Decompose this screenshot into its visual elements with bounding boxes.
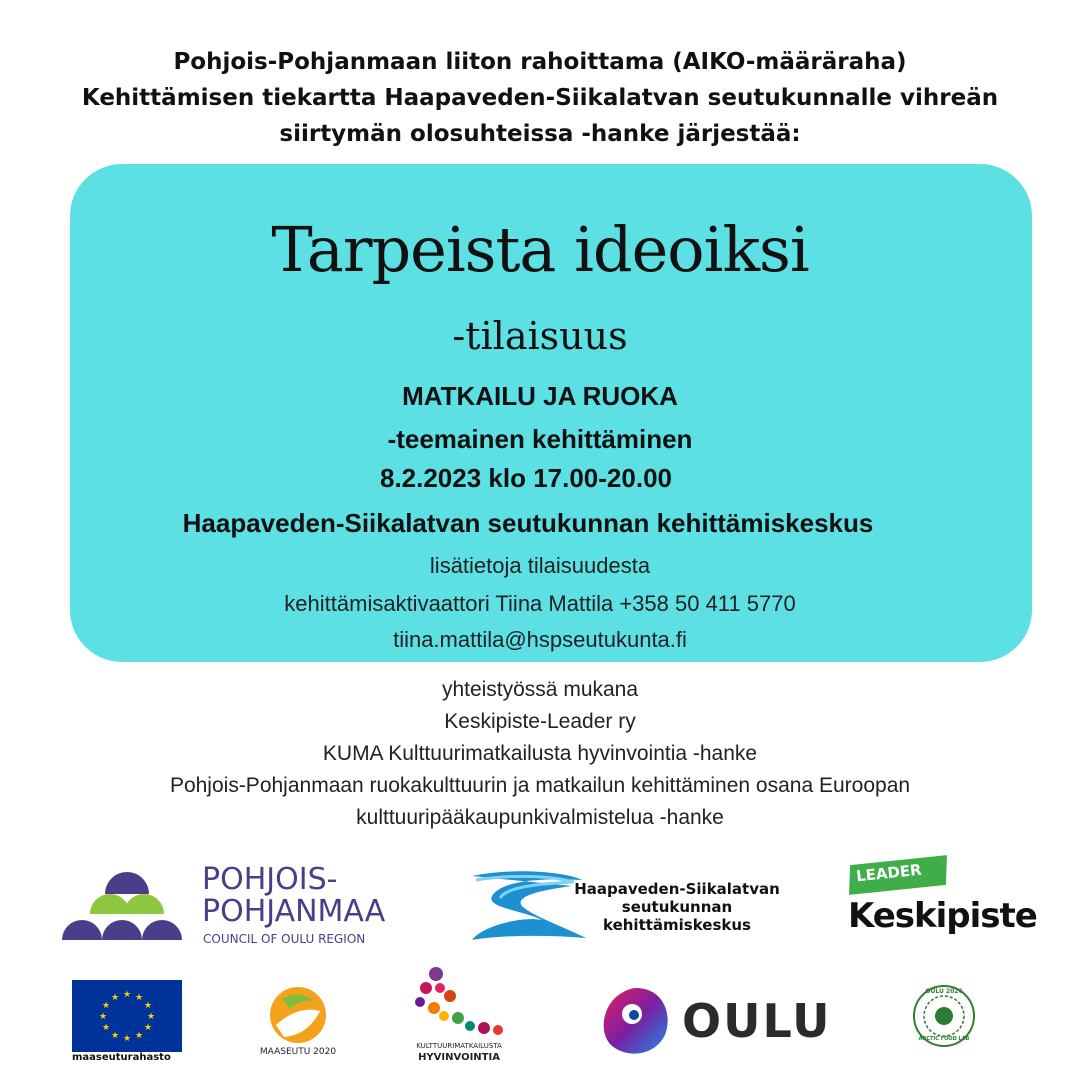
hsp-line3: kehittämiskeskus (603, 916, 751, 934)
leader-keskipiste-logo (848, 858, 1048, 948)
maaseutu-caption: MAASEUTU 2020 (259, 1047, 337, 1057)
svg-text:★: ★ (122, 1034, 132, 1044)
keskipiste-wordmark: Keskipiste (848, 896, 1037, 936)
contact-line: kehittämisaktivaattori Tiina Mattila +358 50 411 5770 (284, 591, 796, 616)
seal-bottom-text: ARCTIC FOOD LAB (918, 1036, 970, 1042)
svg-text:★: ★ (134, 993, 144, 1003)
arctic-food-lab-logo (912, 984, 976, 1048)
partner-item: KUMA Kulttuurimatkailusta hyvinvointia -hanke (322, 742, 758, 765)
pohjois-line2: POHJANMAA (202, 894, 386, 929)
seal-top-text: OULU 2026 (925, 988, 963, 995)
kuma-bubbles-icon (404, 966, 514, 1040)
event-location: Haapaveden-Siikalatvan seutukunnan kehittämiskeskus (182, 508, 874, 538)
event-subtitle: -tilaisuus (452, 314, 628, 358)
svg-text:★: ★ (110, 993, 120, 1003)
maaseutu-2020-logo (258, 985, 338, 1060)
organizer-header (0, 44, 1080, 152)
header-line-3: siirtymän olosuhteissa -hanke järjestää: (279, 121, 801, 147)
pohjois-line1: POHJOIS- (202, 862, 338, 897)
pohjois-pohjanmaa-emblem-icon (60, 862, 190, 952)
svg-text:★: ★ (143, 1001, 153, 1011)
partner-item: kulttuuripääkaupunkivalmistelua -hanke (356, 806, 724, 829)
hsp-logo (462, 866, 792, 946)
header-line-2: Kehittämisen tiekartta Haapaveden-Siikalatvan seutukunnalle vihreän (81, 85, 999, 111)
svg-text:★: ★ (122, 990, 132, 1000)
eu-caption: maaseuturahasto (72, 1052, 171, 1063)
svg-text:★: ★ (110, 1031, 120, 1041)
kuma-line1: KULTTUURIMATKAILUSTA (416, 1042, 502, 1050)
kuma-logo (404, 966, 514, 1070)
event-datetime: 8.2.2023 klo 17.00-20.00 (379, 463, 672, 493)
svg-text:★: ★ (143, 1023, 153, 1033)
oulu-wordmark: OULU (682, 994, 832, 1048)
eu-maaseuturahasto-logo (72, 980, 184, 1070)
svg-text:★: ★ (134, 1031, 144, 1041)
partners-intro: yhteistyössä mukana (441, 678, 639, 701)
event-theme-suffix: -teemainen kehittäminen (387, 424, 693, 454)
oulu-swirl-icon (596, 982, 676, 1062)
event-theme: MATKAILU JA RUOKA (402, 381, 678, 411)
svg-text:★: ★ (146, 1012, 156, 1022)
hsp-line1: Haapaveden-Siikalatvan (574, 880, 780, 898)
contact-email[interactable]: tiina.mattila@hspseutukunta.fi (393, 627, 687, 652)
svg-text:★: ★ (98, 1012, 108, 1022)
kuma-line2: HYVINVOINTIA (418, 1052, 500, 1063)
info-label: lisätietoja tilaisuudesta (429, 553, 651, 578)
partners-block (0, 674, 1080, 834)
header-line-1: Pohjois-Pohjanmaan liiton rahoittama (AIKO-määräraha) (173, 49, 907, 75)
pohjois-pohjanmaa-logo (60, 862, 400, 952)
partner-item: Keskipiste-Leader ry (444, 710, 636, 733)
oulu-logo (596, 982, 836, 1062)
pohjois-subtitle: COUNCIL OF OULU REGION (203, 932, 366, 946)
maaseutu-emblem-icon (268, 985, 328, 1045)
leader-badge-label: LEADER (855, 860, 923, 886)
svg-text:★: ★ (101, 1001, 111, 1011)
partner-item: Pohjois-Pohjanmaan ruokakulttuurin ja matkailun kehittäminen osana Euroopan (169, 774, 911, 797)
svg-text:★: ★ (101, 1023, 111, 1033)
eu-flag-icon (72, 980, 182, 1052)
hsp-line2: seutukunnan (621, 898, 733, 916)
event-title: Tarpeista ideoiksi (271, 213, 809, 286)
